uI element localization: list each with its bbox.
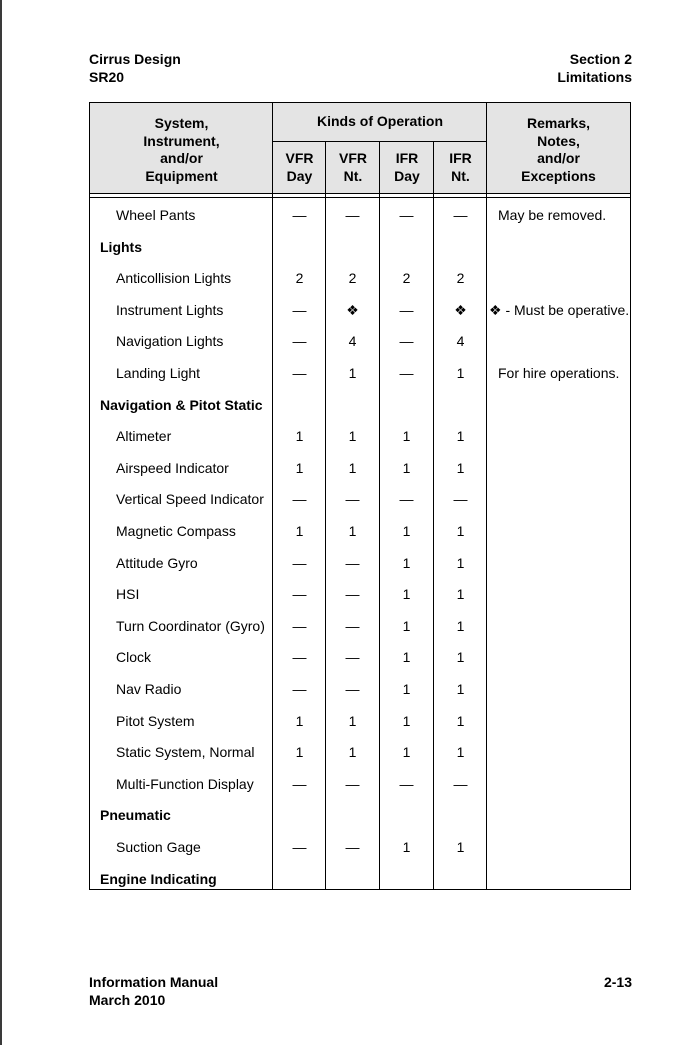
equipment-name: Suction Gage — [116, 839, 201, 855]
header-bottom-rule — [90, 193, 630, 194]
group-header-kinds-of-operation: Kinds of Operation — [317, 113, 443, 129]
cell-vfr-day: — — [292, 491, 307, 508]
cell-vfr-day: — — [292, 681, 307, 697]
table-row — [90, 300, 630, 332]
table-row — [90, 553, 630, 585]
cell-vfr-day: — — [292, 554, 307, 571]
cell-vfr-day: — — [292, 301, 307, 318]
cell-vfr-day: — — [292, 617, 307, 634]
col-header-ifr-day — [380, 150, 434, 185]
col-header-line: Exceptions — [521, 167, 596, 184]
page-edge-rule — [0, 0, 2, 1045]
cell-ifr-night: 2 — [456, 270, 465, 287]
col-header-vfr-day — [273, 150, 326, 185]
cell-ifr-night: 4 — [456, 333, 465, 350]
table-row — [90, 205, 630, 237]
cell-ifr-day: 1 — [402, 586, 411, 603]
cell-ifr-day: 2 — [402, 270, 411, 287]
col-header-line: Notes, — [537, 132, 580, 149]
cell-ifr-day: — — [399, 775, 414, 792]
cell-ifr-day: 1 — [402, 428, 411, 445]
table-row — [90, 426, 630, 458]
category-row — [90, 395, 630, 427]
table-row — [90, 647, 630, 679]
col-header-line: VFR — [285, 150, 314, 166]
col-header-line: IFR — [449, 150, 472, 166]
table-row — [90, 711, 630, 743]
cell-vfr-night: 1 — [348, 428, 357, 445]
table-row — [90, 458, 630, 490]
cell-vfr-night: — — [345, 207, 360, 223]
cell-ifr-night: ❖ — [454, 301, 467, 318]
cell-ifr-day: — — [399, 333, 414, 350]
category-label: Pneumatic — [100, 807, 171, 824]
cell-ifr-day: 1 — [402, 649, 411, 666]
table-row — [90, 742, 630, 774]
equipment-name: Landing Light — [116, 365, 201, 381]
col-header-line: IFR — [395, 150, 419, 166]
equipment-name: Static System, Normal — [116, 744, 255, 761]
cell-vfr-night: 1 — [348, 365, 357, 381]
category-label: Lights — [100, 238, 142, 255]
cell-vfr-day: — — [292, 649, 307, 666]
manual-title: Information Manual — [89, 974, 219, 990]
cell-ifr-night: 1 — [456, 681, 465, 697]
category-row — [90, 237, 630, 269]
equipment-name: Altimeter — [116, 428, 172, 445]
running-header-right — [557, 50, 632, 86]
category-label: Engine Indicating — [100, 870, 217, 887]
cell-ifr-day: 1 — [402, 839, 411, 855]
cell-ifr-night: — — [453, 491, 468, 508]
table-row — [90, 331, 630, 363]
equipment-name: Clock — [116, 649, 152, 666]
cell-vfr-night: 4 — [348, 333, 357, 350]
cell-ifr-day: — — [399, 491, 414, 508]
cell-ifr-day: — — [399, 301, 414, 318]
cell-vfr-night: — — [345, 649, 360, 666]
equipment-name: Anticollision Lights — [116, 270, 232, 287]
cell-vfr-night: 1 — [348, 523, 357, 539]
table-header — [90, 103, 630, 194]
equipment-name: Multi-Function Display — [116, 775, 254, 792]
table-row — [90, 679, 630, 711]
cell-vfr-day: — — [292, 365, 307, 381]
section-number: Section 2 — [569, 51, 632, 67]
col-header-line: and/or — [160, 150, 203, 166]
cell-vfr-night: — — [345, 554, 360, 571]
cell-vfr-night: — — [345, 839, 360, 855]
manufacturer: Cirrus Design — [89, 51, 181, 67]
equipment-name: Airspeed Indicator — [116, 459, 229, 476]
equipment-name: Wheel Pants — [116, 207, 196, 223]
col-header-vfr-night — [326, 150, 380, 185]
col-header-line: Day — [394, 167, 420, 184]
cell-vfr-night: 2 — [348, 270, 357, 287]
cell-vfr-night: ❖ — [346, 301, 359, 318]
category-row — [90, 805, 630, 837]
col-header-line: Day — [286, 167, 313, 184]
cell-vfr-day: — — [292, 839, 307, 855]
cell-ifr-night: 1 — [456, 617, 465, 634]
table-row — [90, 268, 630, 300]
cell-ifr-night: 1 — [456, 554, 465, 571]
category-label: Navigation & Pitot Static — [100, 396, 263, 413]
equipment-name: Navigation Lights — [116, 333, 224, 350]
cell-vfr-day: — — [292, 333, 307, 350]
table-row — [90, 837, 630, 869]
col-header-line: Remarks, — [526, 115, 591, 131]
cell-vfr-night: 1 — [348, 712, 357, 729]
col-header-line: Nt. — [451, 167, 470, 184]
remark: May be removed. — [498, 207, 607, 223]
page-number: 2-13 — [603, 974, 632, 990]
cell-vfr-night: 1 — [348, 744, 357, 761]
table-row — [90, 616, 630, 648]
cell-ifr-day: 1 — [402, 523, 411, 539]
cell-ifr-night: 1 — [456, 365, 465, 381]
cell-ifr-day: 1 — [402, 681, 411, 697]
cell-vfr-night: — — [345, 491, 360, 508]
col-header-line: System, — [154, 115, 209, 131]
cell-vfr-day: — — [292, 775, 307, 792]
cell-vfr-day: 1 — [295, 712, 304, 729]
cell-vfr-night: — — [345, 775, 360, 792]
cell-ifr-night: 1 — [456, 839, 465, 855]
running-header-left — [89, 50, 181, 86]
cell-ifr-night: 1 — [456, 649, 465, 666]
cell-ifr-day: 1 — [402, 554, 411, 571]
equipment-name: Pitot System — [116, 712, 195, 729]
cell-vfr-day: 1 — [295, 523, 304, 539]
cell-vfr-day: — — [292, 586, 307, 603]
cell-ifr-day: 1 — [402, 744, 411, 761]
cell-ifr-night: 1 — [456, 428, 465, 445]
header-bottom-rule-2 — [90, 197, 630, 198]
cell-vfr-day: — — [292, 207, 307, 223]
cell-ifr-day: 1 — [402, 459, 411, 476]
cell-vfr-night: — — [345, 617, 360, 634]
section-title: Limitations — [557, 69, 632, 85]
cell-ifr-day: 1 — [402, 617, 411, 634]
equipment-name: Nav Radio — [116, 681, 182, 697]
table-row — [90, 584, 630, 616]
cell-ifr-night: — — [453, 207, 468, 223]
cell-vfr-day: 2 — [295, 270, 304, 287]
equipment-name: Attitude Gyro — [116, 554, 198, 571]
col-header-line: VFR — [339, 150, 367, 166]
equipment-name: HSI — [116, 586, 140, 603]
cell-ifr-day: 1 — [402, 712, 411, 729]
revision-date: March 2010 — [89, 992, 166, 1008]
running-footer-left — [89, 973, 218, 1009]
cell-vfr-night: 1 — [348, 459, 357, 476]
equipment-name: Magnetic Compass — [116, 523, 236, 539]
table-row — [90, 774, 630, 806]
cell-ifr-night: 1 — [456, 744, 465, 761]
table-row — [90, 521, 630, 553]
cell-ifr-night: 1 — [456, 459, 465, 476]
col-header-remarks — [487, 115, 630, 185]
group-header-rule — [273, 141, 487, 142]
equipment-name: Instrument Lights — [116, 301, 224, 318]
cell-ifr-night: 1 — [456, 586, 465, 603]
table-row — [90, 489, 630, 521]
cell-vfr-night: — — [345, 586, 360, 603]
cell-vfr-night: — — [345, 681, 360, 697]
equipment-list-table — [89, 102, 631, 890]
remark: For hire operations. — [498, 365, 620, 381]
cell-vfr-day: 1 — [295, 744, 304, 761]
equipment-name: Turn Coordinator (Gyro) — [116, 617, 265, 634]
cell-ifr-day: — — [399, 207, 414, 223]
col-header-line: Nt. — [343, 167, 363, 184]
table-row — [90, 363, 630, 395]
cell-ifr-night: — — [453, 775, 468, 792]
model: SR20 — [89, 69, 125, 85]
category-row — [90, 869, 630, 901]
remark: ❖ - Must be operative. — [489, 301, 630, 318]
col-header-line: Instrument, — [143, 132, 220, 149]
col-header-ifr-night — [434, 150, 487, 185]
cell-ifr-night: 1 — [456, 523, 465, 539]
equipment-name: Vertical Speed Indicator — [116, 491, 264, 508]
cell-ifr-day: — — [399, 365, 414, 381]
col-header-line: Equipment — [145, 167, 218, 184]
cell-ifr-night: 1 — [456, 712, 465, 729]
cell-vfr-day: 1 — [295, 428, 304, 445]
col-header-line: and/or — [537, 150, 580, 166]
col-header-system — [90, 115, 273, 185]
cell-vfr-day: 1 — [295, 459, 304, 476]
